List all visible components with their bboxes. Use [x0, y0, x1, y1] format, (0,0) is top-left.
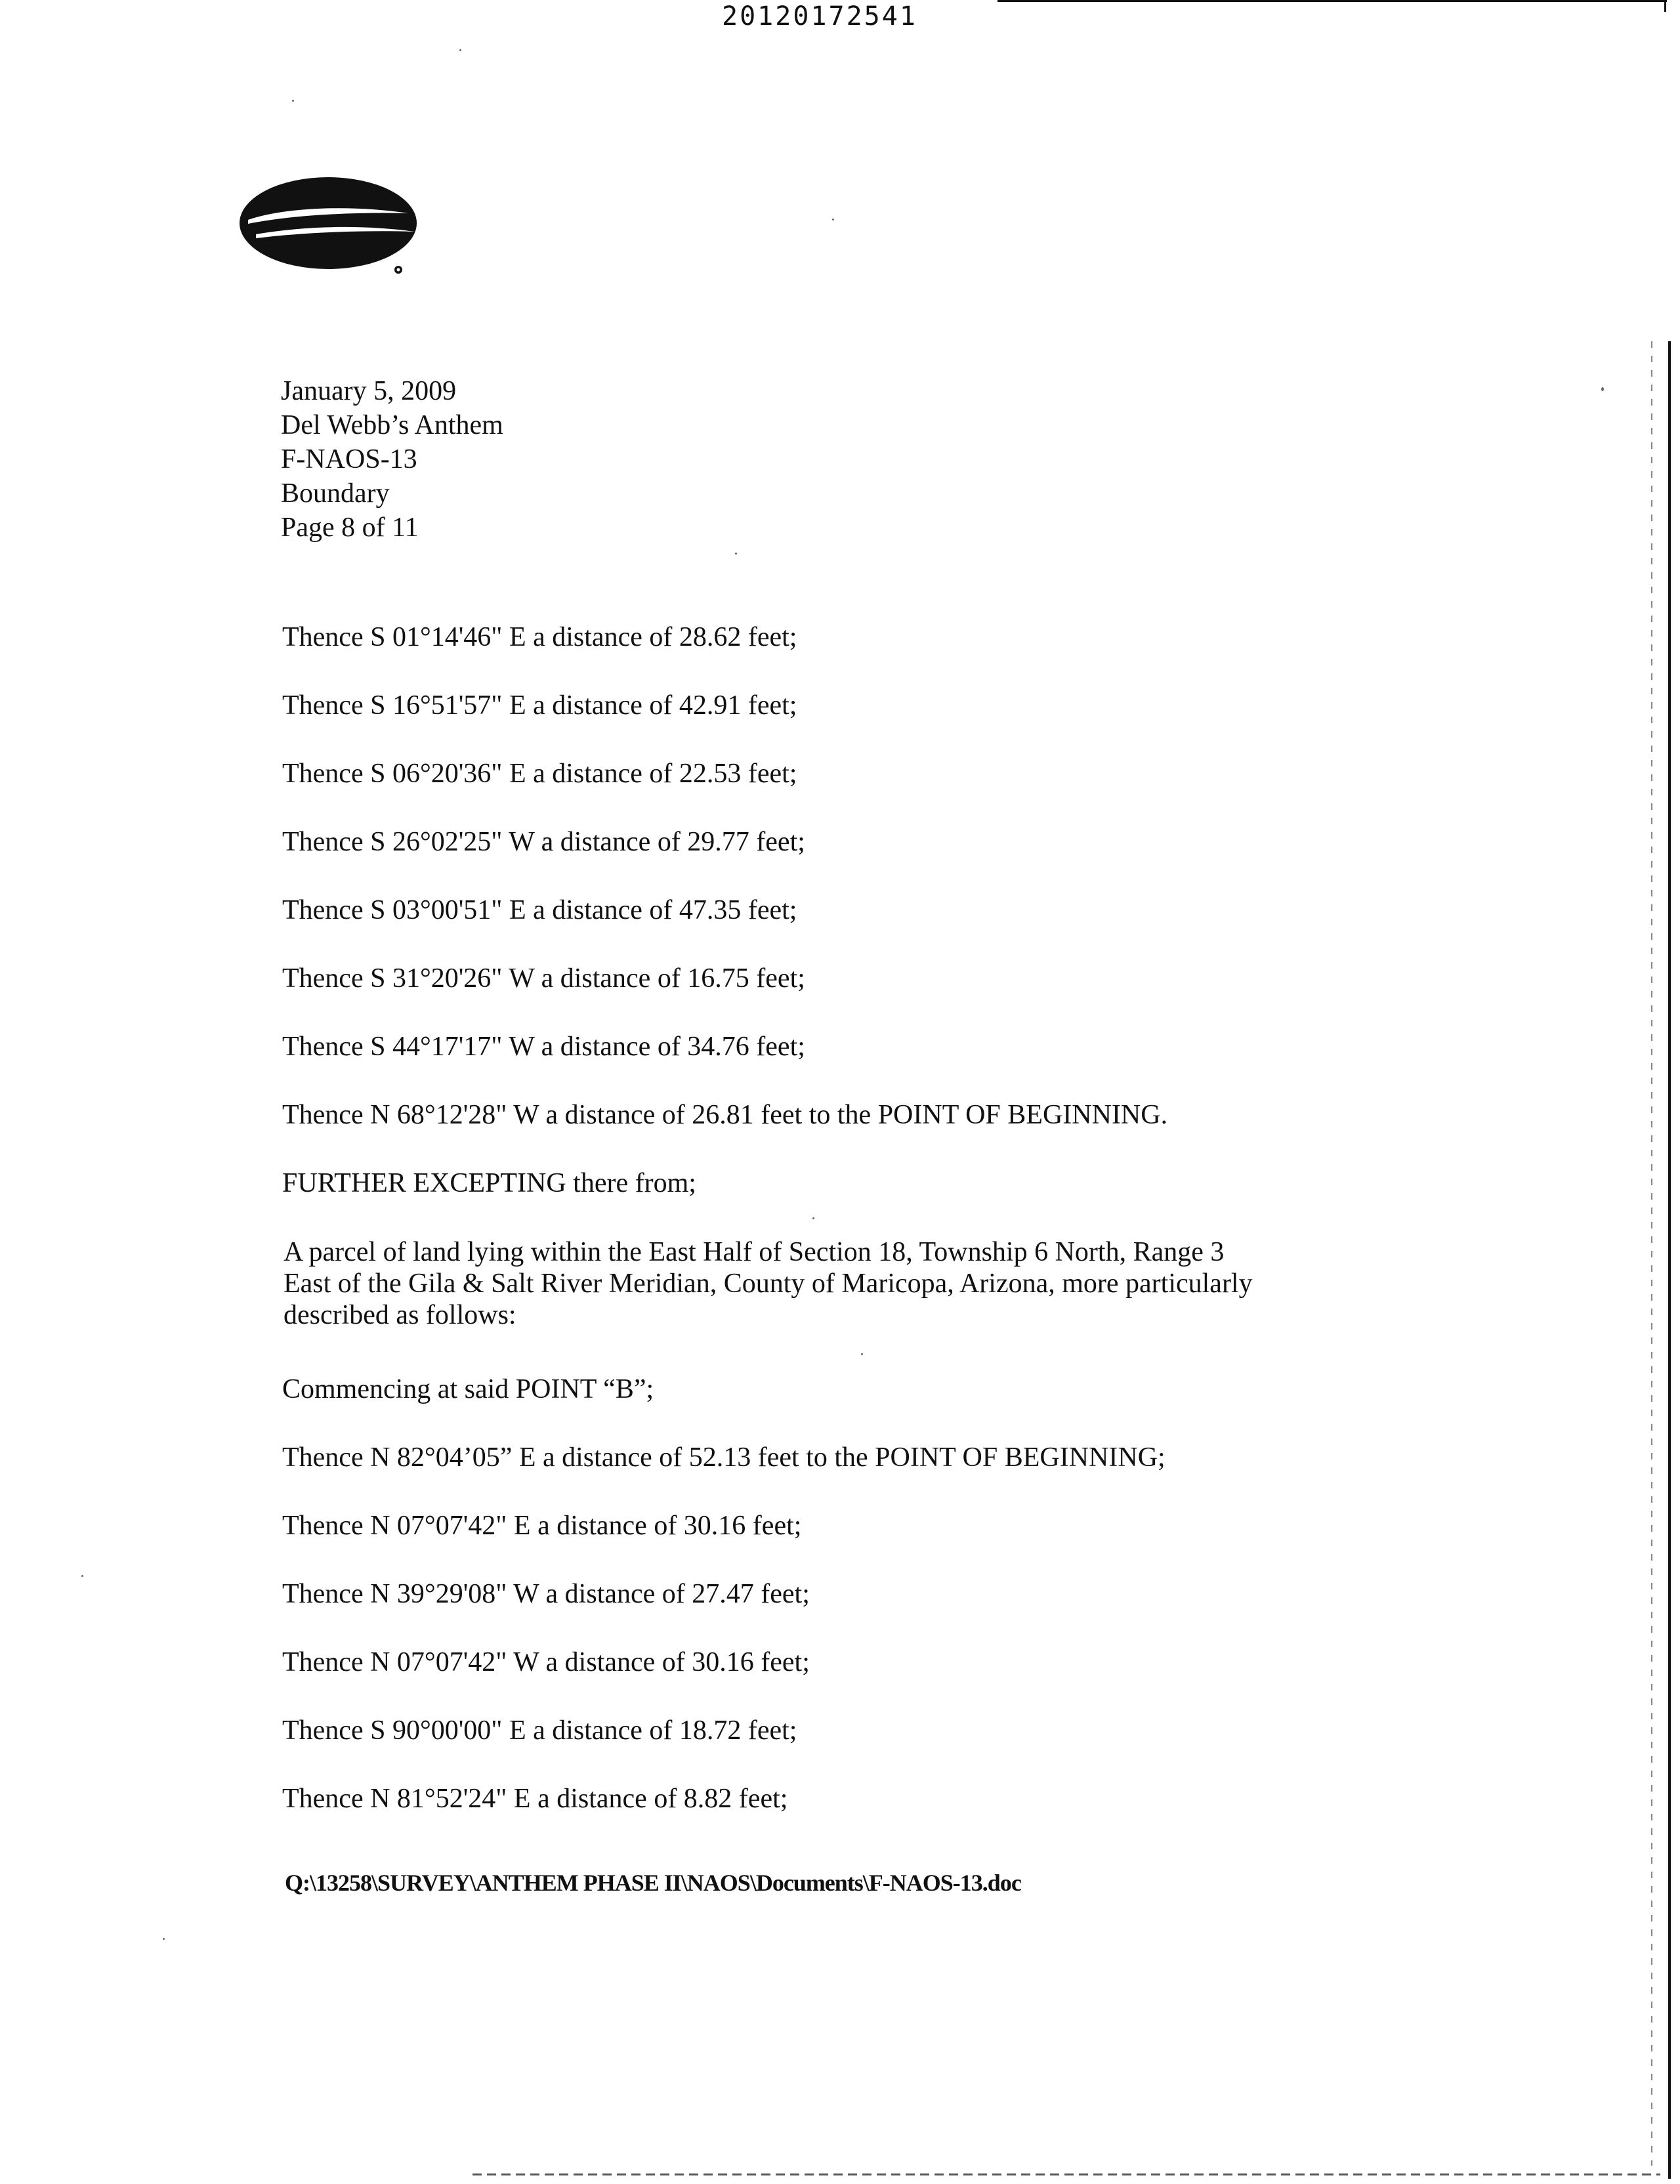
- parcel-description-line: described as follows:: [284, 1300, 516, 1330]
- course-line: Thence N 68°12'28" W a distance of 26.81 feet to the POINT OF BEGINNING.: [282, 1100, 1168, 1130]
- parcel-description: [284, 1236, 1253, 1331]
- scan-speck: [735, 553, 737, 555]
- course-line: Thence S 44°17'17" W a distance of 34.76 feet;: [282, 1032, 805, 1062]
- right-scan-dashes: [1651, 341, 1652, 2166]
- course-line: Thence N 07°07'42" W a distance of 30.16 feet;: [282, 1647, 810, 1677]
- scan-speck: [81, 1575, 83, 1577]
- course-line: Thence S 90°00'00" E a distance of 18.72 feet;: [282, 1715, 797, 1746]
- scan-speck: [861, 1353, 863, 1355]
- course-line: Thence N 81°52'24" E a distance of 8.82 feet;: [282, 1784, 788, 1814]
- scan-speck: [832, 219, 834, 220]
- document-number: 20120172541: [722, 1, 917, 32]
- scan-speck: [163, 1938, 165, 1940]
- document-header: [281, 374, 503, 545]
- course-line: Thence S 06°20'36" E a distance of 22.53 feet;: [282, 759, 797, 789]
- top-rule-tick: [1664, 0, 1666, 12]
- course-line: Thence S 16°51'57" E a distance of 42.91 feet;: [282, 690, 797, 721]
- parcel-description-line: A parcel of land lying within the East Half of Section 18, Township 6 North, Range 3: [284, 1237, 1225, 1267]
- scan-speck: [459, 49, 461, 51]
- course-line: Thence N 39°29'08" W a distance of 27.47 feet;: [282, 1579, 810, 1609]
- header-type: Boundary: [281, 478, 390, 509]
- company-swoosh-logo-icon: [236, 174, 427, 279]
- file-path-footer: Q:\13258\SURVEY\ANTHEM PHASE II\NAOS\Documents\F-NAOS-13.doc: [285, 1870, 1021, 1896]
- course-line: Thence N 07°07'42" E a distance of 30.16 feet;: [282, 1511, 802, 1541]
- bottom-scan-dashes: [472, 2174, 1660, 2175]
- further-excepting: FURTHER EXCEPTING there from;: [282, 1168, 696, 1198]
- course-line: Thence S 01°14'46" E a distance of 28.62 feet;: [282, 622, 797, 652]
- top-rule: [998, 0, 1667, 2]
- right-scan-border: [1668, 341, 1671, 2179]
- header-project: Del Webb’s Anthem: [281, 410, 503, 440]
- course-line: Thence S 31°20'26" W a distance of 16.75 feet;: [282, 963, 805, 994]
- course-line: Thence S 26°02'25" W a distance of 29.77 feet;: [282, 827, 805, 857]
- parcel-description-line: East of the Gila & Salt River Meridian, County of Maricopa, Arizona, more particularly: [284, 1269, 1253, 1299]
- header-page: Page 8 of 11: [281, 513, 419, 543]
- scan-speck: [1601, 387, 1604, 391]
- header-date: January 5, 2009: [281, 376, 457, 406]
- course-line: Thence S 03°00'51" E a distance of 47.35 feet;: [282, 895, 797, 925]
- scan-speck: [812, 1217, 814, 1219]
- commencing-point: Commencing at said POINT “B”;: [282, 1374, 654, 1404]
- course-line: Thence N 82°04’05” E a distance of 52.13 feet to the POINT OF BEGINNING;: [282, 1442, 1166, 1473]
- header-parcel: F-NAOS-13: [281, 444, 417, 474]
- scan-speck: [292, 100, 294, 102]
